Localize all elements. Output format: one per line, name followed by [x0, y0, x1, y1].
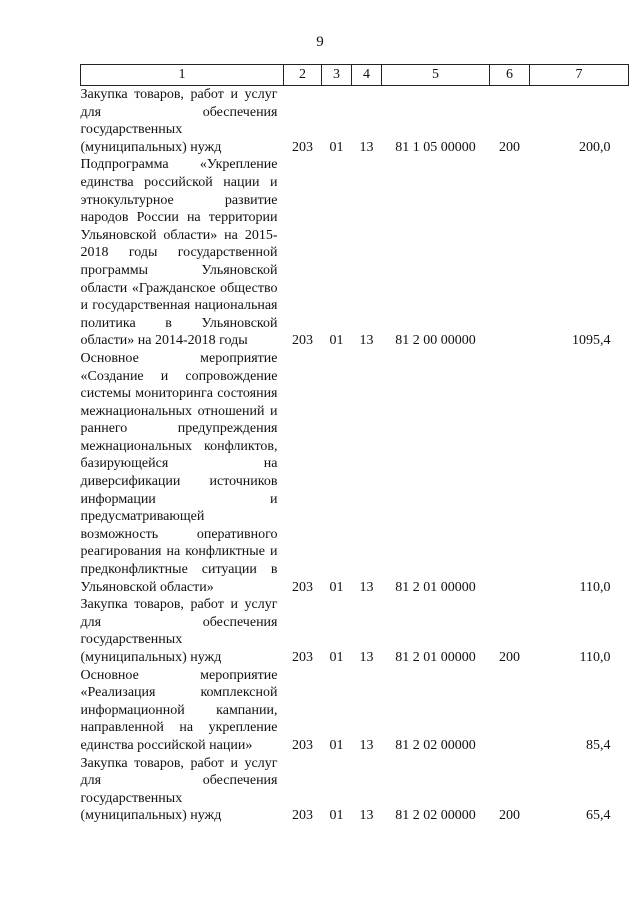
row-target-article: 81 2 01 00000 [395, 579, 476, 595]
row-amount: 1095,4 [572, 333, 611, 349]
row-target-article: 81 2 02 00000 [395, 737, 476, 753]
row-ministry-code: 203 [292, 333, 313, 349]
row-ministry-code: 203 [292, 737, 313, 753]
row-amount: 200,0 [579, 139, 611, 155]
row-expense-type: 200 [499, 808, 520, 824]
row-expense-type: 200 [499, 650, 520, 665]
row-target-article: 81 2 02 00000 [395, 808, 476, 824]
row-name: Закупка товаров, работ и услуг для обеспечения государственных (муниципальных) нужд [80, 87, 278, 155]
column-header-3: 3 [322, 65, 352, 86]
row-section: 01 [329, 579, 344, 595]
row-ministry-code: 203 [292, 579, 313, 595]
row-name: Основное мероприятие «Реализация комплексной информационной кампании, направленной на укрепление единства российской нации» [80, 667, 278, 753]
row-name: Основное мероприятие «Создание и сопровождение системы мониторинга состояния межнациональных отношений и раннего предупреждения межнациональных конфликтов, базирующейся на диверсификации источников информации и предусматривающей возможность оперативного реагирования на конфликтные и предконфликтные ситуации в Ульяновской области» [80, 350, 278, 595]
row-expense-type [490, 156, 530, 350]
row-section: 01 [329, 650, 344, 665]
row-subsection: 13 [359, 333, 374, 349]
row-ministry-code: 203 [292, 650, 313, 665]
table-row [81, 596, 629, 666]
row-target-article: 81 2 01 00000 [395, 650, 476, 665]
row-ministry-code: 203 [292, 808, 313, 824]
page-number: 9 [316, 34, 324, 50]
row-section: 01 [329, 139, 344, 155]
row-amount: 85,4 [586, 737, 611, 753]
row-amount: 65,4 [586, 808, 611, 824]
column-header-1: 1 [81, 65, 284, 86]
row-target-article: 81 1 05 00000 [395, 139, 476, 155]
row-expense-type [490, 667, 530, 755]
row-subsection: 13 [359, 808, 374, 824]
row-name: Закупка товаров, работ и услуг для обеспечения государственных (муниципальных) нужд [80, 755, 278, 824]
row-subsection: 13 [359, 139, 374, 155]
row-name: Подпрограмма «Укрепление единства российской нации и этнокультурное развитие народов России на территории Ульяновской области» на 2015-2018 годы государственной программы Ульяновской области «Гражданское общество и государственная национальная политика в Ульяновской области» на 2014-2018 годы [80, 157, 278, 349]
row-expense-type: 200 [499, 139, 520, 155]
row-subsection: 13 [359, 737, 374, 753]
row-subsection: 13 [359, 650, 374, 665]
row-subsection: 13 [359, 579, 374, 595]
row-section: 01 [329, 808, 344, 824]
row-section: 01 [329, 333, 344, 349]
column-header-6: 6 [490, 65, 530, 86]
column-header-7: 7 [530, 65, 629, 86]
row-amount: 110,0 [579, 650, 611, 665]
table-row [81, 755, 629, 825]
table-row [81, 156, 629, 350]
budget-table [80, 64, 629, 825]
column-header-5: 5 [382, 65, 490, 86]
row-expense-type [490, 350, 530, 596]
row-amount: 110,0 [579, 579, 611, 595]
row-name: Закупка товаров, работ и услуг для обеспечения государственных (муниципальных) нужд [80, 597, 278, 665]
column-header-4: 4 [352, 65, 382, 86]
header-row [81, 65, 629, 86]
column-header-2: 2 [284, 65, 322, 86]
row-target-article: 81 2 00 00000 [395, 333, 476, 349]
row-ministry-code: 203 [292, 139, 313, 155]
table-row [81, 86, 629, 157]
table-row [81, 350, 629, 596]
table-row [81, 667, 629, 755]
row-section: 01 [329, 737, 344, 753]
